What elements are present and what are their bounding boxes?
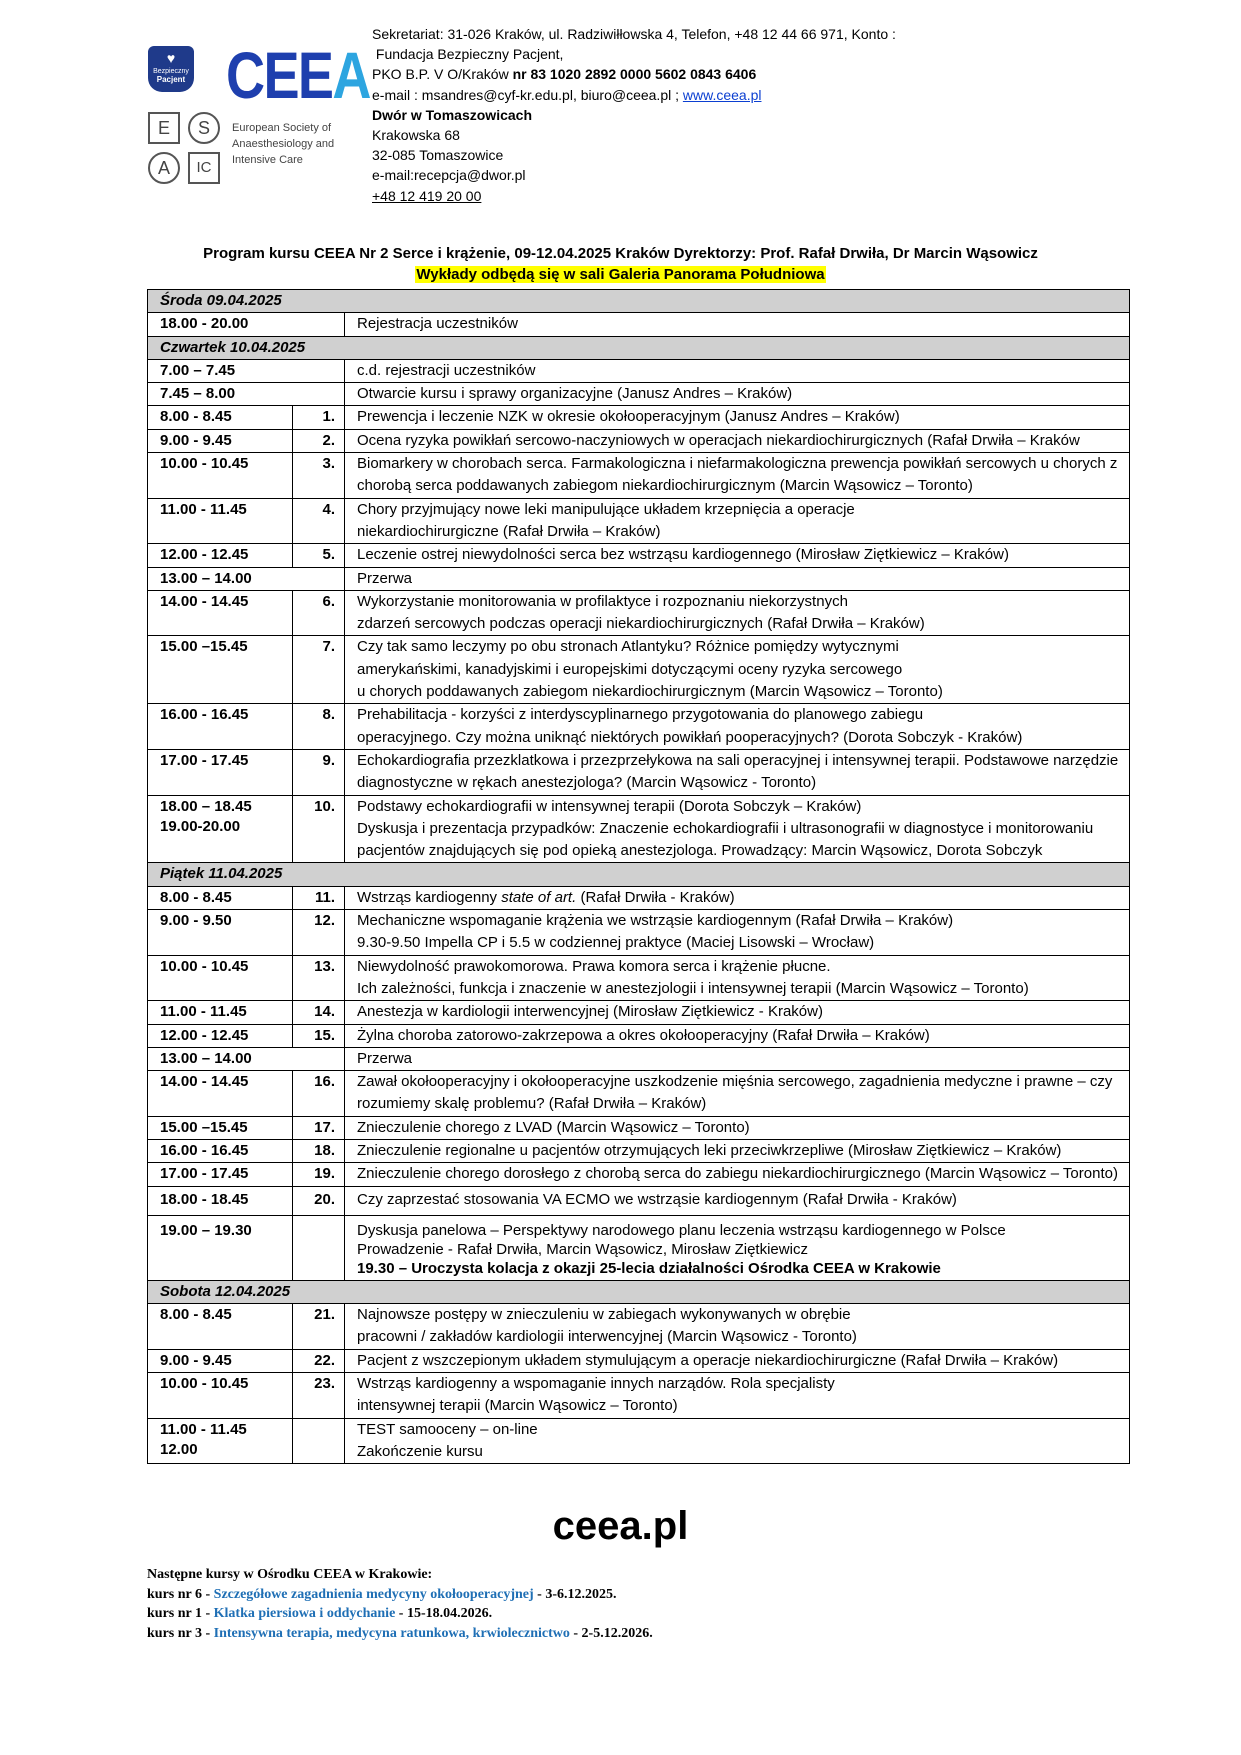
course-prefix: kurs nr 3 - bbox=[147, 1625, 214, 1641]
heart-icon: ♥ bbox=[166, 50, 176, 66]
program-title: Program kursu CEEA Nr 2 Serce i krążenie, 09-12.04.2025 Kraków Dyrektorzy: Prof. Rafał Drwiła, Dr Marcin Wąsowicz bbox=[203, 245, 1038, 262]
esaic-letter-s: S bbox=[188, 112, 220, 144]
bank-line bbox=[372, 64, 932, 84]
time-cell: 14.00 - 14.45 bbox=[148, 590, 293, 636]
lecture-number: 13. bbox=[293, 955, 345, 1001]
table-row bbox=[148, 313, 1130, 336]
table-row bbox=[148, 1047, 1130, 1070]
lecture-number: 10. bbox=[293, 795, 345, 863]
lecture-number: 3. bbox=[293, 453, 345, 499]
lecture-number: 16. bbox=[293, 1071, 345, 1117]
time-line: 18.00 – 18.45 bbox=[160, 797, 252, 815]
table-row bbox=[148, 955, 1130, 1001]
time-cell: 9.00 - 9.45 bbox=[148, 429, 293, 452]
schedule-table bbox=[147, 289, 1130, 1464]
venue-city: 32-085 Tomaszowice bbox=[372, 147, 504, 164]
upcoming-course-item bbox=[147, 1585, 653, 1605]
description-cell: Prewencja i leczenie NZK w okresie okołooperacyjnym (Janusz Andres – Kraków) bbox=[345, 406, 1130, 429]
description-text: (Rafał Drwiła - Kraków) bbox=[576, 888, 735, 906]
lecture-number: 20. bbox=[293, 1186, 345, 1215]
day-header-thursday bbox=[148, 336, 1130, 359]
table-row bbox=[148, 590, 1130, 636]
description-line: pracowni / zakładów kardiologii interwencyjnej (Marcin Wąsowicz - Toronto) bbox=[357, 1328, 857, 1346]
table-row bbox=[148, 429, 1130, 452]
description-line: zdarzeń sercowych podczas operacji niekardiochirurgicznych (Rafał Drwiła – Kraków) bbox=[357, 615, 925, 633]
lecture-number: 11. bbox=[293, 886, 345, 909]
venue-email: e-mail:recepcja@dwor.pl bbox=[372, 167, 526, 184]
table-row bbox=[148, 1163, 1130, 1186]
description-cell: Echokardiografia przezklatkowa i przezprzełykowa na sali operacyjnej i intensywnej terapii. Podstawowe narzędzie diagnostyczne w rękach anestezjologa? (Marcin Wąsowicz - Toronto) bbox=[345, 749, 1130, 795]
time-cell: 7.00 – 7.45 bbox=[148, 359, 345, 382]
description-cell: Zawał okołooperacyjny i okołooperacyjne uszkodzenie mięśnia sercowego, zagadnienia medyczne i prawne – czy rozumiemy skalę problemu? (Rafał Drwiła – Kraków) bbox=[345, 1071, 1130, 1117]
time-cell: 9.00 - 9.45 bbox=[148, 1349, 293, 1372]
time-line: 19.00-20.00 bbox=[160, 817, 241, 835]
description-line: Dyskusja panelowa – Perspektywy narodowego planu leczenia wstrząsu kardiogennego w Polsce bbox=[357, 1221, 1006, 1239]
lecture-number: 23. bbox=[293, 1373, 345, 1419]
description-line: Wstrząs kardiogenny a wspomaganie innych narządów. Rola specjalisty bbox=[357, 1375, 835, 1393]
lecture-number: 12. bbox=[293, 910, 345, 956]
table-row bbox=[148, 1215, 1130, 1280]
lecture-number: 9. bbox=[293, 749, 345, 795]
ceea-logo-main: CEE bbox=[226, 38, 333, 112]
time-cell: 18.00 - 20.00 bbox=[148, 313, 345, 336]
day-header-friday bbox=[148, 863, 1130, 886]
lecture-number: 5. bbox=[293, 544, 345, 567]
time-cell: 10.00 - 10.45 bbox=[148, 453, 293, 499]
time-cell: 16.00 - 16.45 bbox=[148, 1139, 293, 1162]
time-cell: 9.00 - 9.50 bbox=[148, 910, 293, 956]
description-line: Prehabilitacja - korzyści z interdyscyplinarnego przygotowania do planowego zabiegu bbox=[357, 706, 924, 724]
description-cell bbox=[345, 704, 1130, 750]
description-line: Ich zależności, funkcja i znaczenie w anestezjologii i intensywnej terapii (Marcin Wąsowicz – Toronto) bbox=[357, 979, 1029, 997]
description-cell: Rejestracja uczestników bbox=[345, 313, 1130, 336]
description-cell: Znieczulenie chorego dorosłego z chorobą serca do zabiegu niekardiochirurgicznego (Marcin Wąsowicz – Toronto) bbox=[345, 1163, 1130, 1186]
lecture-number: 8. bbox=[293, 704, 345, 750]
time-line: 11.00 - 11.45 bbox=[160, 1420, 247, 1438]
upcoming-course-item bbox=[147, 1624, 653, 1644]
ceea-logo-last: A bbox=[332, 38, 370, 112]
day-header-saturday bbox=[148, 1280, 1130, 1303]
time-cell: 17.00 - 17.45 bbox=[148, 749, 293, 795]
day-label: Środa 09.04.2025 bbox=[148, 290, 1130, 313]
description-cell bbox=[345, 1418, 1130, 1464]
pacjent-logo-line2: Pacjent bbox=[156, 75, 186, 84]
bank-account: nr 83 1020 2892 0000 5602 0843 6406 bbox=[512, 66, 757, 83]
time-cell: 13.00 – 14.00 bbox=[148, 1047, 345, 1070]
description-cell: Żylna choroba zatorowo-zakrzepowa a okres okołooperacyjny (Rafał Drwiła – Kraków) bbox=[345, 1024, 1130, 1047]
lecture-number: 17. bbox=[293, 1116, 345, 1139]
table-row bbox=[148, 704, 1130, 750]
day-label: Czwartek 10.04.2025 bbox=[148, 336, 1130, 359]
table-row bbox=[148, 359, 1130, 382]
time-cell: 8.00 - 8.45 bbox=[148, 1304, 293, 1350]
description-cell: c.d. rejestracji uczestników bbox=[345, 359, 1130, 382]
description-cell bbox=[345, 1373, 1130, 1419]
email-line bbox=[372, 85, 932, 105]
description-cell bbox=[345, 498, 1130, 544]
contact-block bbox=[372, 24, 932, 206]
course-prefix: kurs nr 6 - bbox=[147, 1586, 214, 1602]
description-cell bbox=[345, 910, 1130, 956]
esaic-name-line3: Intensive Care bbox=[232, 154, 303, 166]
table-row bbox=[148, 1001, 1130, 1024]
table-row bbox=[148, 406, 1130, 429]
description-line: operacyjnego. Czy można uniknąć niektórych powikłań pooperacyjnych? (Dorota Sobczyk - Kraków) bbox=[357, 728, 1023, 746]
table-row bbox=[148, 1373, 1130, 1419]
upcoming-course-item bbox=[147, 1604, 653, 1624]
description-cell: Znieczulenie chorego z LVAD (Marcin Wąsowicz – Toronto) bbox=[345, 1116, 1130, 1139]
lecture-venue-highlight: Wykłady odbędą się w sali Galeria Panorama Południowa bbox=[416, 266, 825, 283]
venue-name: Dwór w Tomaszowicach bbox=[372, 106, 532, 123]
description-cell: Znieczulenie regionalne u pacjentów otrzymujących leki przeciwkrzepliwe (Mirosław Ziętkiewicz – Kraków) bbox=[345, 1139, 1130, 1162]
time-cell bbox=[148, 1418, 293, 1464]
description-line: Chory przyjmujący nowe leki manipulujące układem krzepnięcia a operacje bbox=[357, 500, 855, 518]
table-row bbox=[148, 498, 1130, 544]
time-cell: 11.00 - 11.45 bbox=[148, 498, 293, 544]
lecture-number: 22. bbox=[293, 1349, 345, 1372]
lecture-number: 6. bbox=[293, 590, 345, 636]
esaic-letter-e: E bbox=[148, 112, 180, 144]
esaic-logo bbox=[148, 112, 220, 184]
lecture-number: 18. bbox=[293, 1139, 345, 1162]
time-cell: 8.00 - 8.45 bbox=[148, 886, 293, 909]
time-cell: 19.00 – 19.30 bbox=[148, 1215, 293, 1280]
course-date: - 3-6.12.2025. bbox=[533, 1586, 617, 1602]
secretariat-line: Sekretariat: 31-026 Kraków, ul. Radziwiłłowska 4, Telefon, +48 12 44 66 971, Konto : bbox=[372, 26, 896, 42]
description-cell: Leczenie ostrej niewydolności serca bez wstrząsu kardiogennego (Mirosław Ziętkiewicz – Kraków) bbox=[345, 544, 1130, 567]
description-line: Czy tak samo leczymy po obu stronach Atlantyku? Różnice pomiędzy wytycznymi bbox=[357, 638, 899, 656]
table-row bbox=[148, 383, 1130, 406]
description-cell bbox=[345, 955, 1130, 1001]
table-row bbox=[148, 886, 1130, 909]
description-line: Zakończenie kursu bbox=[357, 1442, 483, 1460]
description-cell: Przerwa bbox=[345, 567, 1130, 590]
description-line: Prowadzenie - Rafał Drwiła, Marcin Wąsowicz, Mirosław Ziętkiewicz bbox=[357, 1240, 808, 1258]
esaic-letter-a: A bbox=[148, 152, 180, 184]
time-cell: 8.00 - 8.45 bbox=[148, 406, 293, 429]
time-cell: 12.00 - 12.45 bbox=[148, 1024, 293, 1047]
time-cell: 15.00 –15.45 bbox=[148, 1116, 293, 1139]
time-cell: 11.00 - 11.45 bbox=[148, 1001, 293, 1024]
venue-phone: +48 12 419 20 00 bbox=[372, 187, 482, 204]
description-line: amerykańskimi, kanadyjskimi i europejskimi dotyczącymi oceny ryzyka sercowego bbox=[357, 660, 903, 678]
description-cell bbox=[345, 1304, 1130, 1350]
description-cell: Przerwa bbox=[345, 1047, 1130, 1070]
table-row bbox=[148, 453, 1130, 499]
description-line: Mechaniczne wspomaganie krążenia we wstrząsie kardiogennym (Rafał Drwiła – Kraków) bbox=[357, 912, 954, 930]
time-line: 12.00 bbox=[160, 1440, 198, 1458]
ceea-logo bbox=[226, 40, 370, 110]
time-cell: 12.00 - 12.45 bbox=[148, 544, 293, 567]
description-cell: Ocena ryzyka powikłań sercowo-naczyniowych w operacjach niekardiochirurgicznych (Rafał Drwiła – Kraków bbox=[345, 429, 1130, 452]
table-row bbox=[148, 1071, 1130, 1117]
logo-area bbox=[148, 40, 368, 190]
time-cell: 7.45 – 8.00 bbox=[148, 383, 345, 406]
bezpieczny-pacjent-logo bbox=[148, 46, 194, 92]
lecture-number-empty bbox=[293, 1418, 345, 1464]
day-label: Piątek 11.04.2025 bbox=[148, 863, 1130, 886]
description-cell: Czy zaprzestać stosowania VA ECMO we wstrząsie kardiogennym (Rafał Drwiła - Kraków) bbox=[345, 1186, 1130, 1215]
table-row bbox=[148, 1304, 1130, 1350]
description-line: u chorych poddawanych zabiegom niekardiochirurgicznym (Marcin Wąsowicz – Toronto) bbox=[357, 683, 943, 701]
table-row bbox=[148, 544, 1130, 567]
description-line: Dyskusja i prezentacja przypadków: Znaczenie echokardiografii i ultrasonografii w diagnostyce i monitorowaniu pacjentów znajdujących się pod opieką anestezjologa. Prowadzący: Marcin Wąsowicz, Dorota Sobczyk bbox=[357, 819, 1094, 860]
course-date: - 2-5.12.2026. bbox=[569, 1625, 653, 1641]
description-cell bbox=[345, 1215, 1130, 1280]
venue-street: Krakowska 68 bbox=[372, 127, 460, 144]
lecture-number-empty bbox=[293, 1215, 345, 1280]
esaic-name bbox=[232, 120, 372, 168]
time-cell: 13.00 – 14.00 bbox=[148, 567, 345, 590]
lecture-number: 14. bbox=[293, 1001, 345, 1024]
time-cell: 14.00 - 14.45 bbox=[148, 1071, 293, 1117]
description-cell: Biomarkery w chorobach serca. Farmakologiczna i niefarmakologiczna prewencja powikłań sercowych u chorych z chorobą serca poddawanych zabiegom niekardiochirurgicznym (Marcin Wąsowicz – Toronto) bbox=[345, 453, 1130, 499]
description-cell: Anestezja w kardiologii interwencyjnej (Mirosław Ziętkiewicz - Kraków) bbox=[345, 1001, 1130, 1024]
esaic-name-line1: European Society of bbox=[232, 122, 332, 134]
course-date: - 15-18.04.2026. bbox=[395, 1606, 493, 1621]
lecture-number: 4. bbox=[293, 498, 345, 544]
description-cell bbox=[345, 795, 1130, 863]
description-line: Niewydolność prawokomorowa. Prawa komora serca i krążenie płucne. bbox=[357, 957, 831, 975]
day-header-wednesday bbox=[148, 290, 1130, 313]
lecture-number: 2. bbox=[293, 429, 345, 452]
description-italic: state of art. bbox=[501, 888, 577, 906]
table-row bbox=[148, 1186, 1130, 1215]
time-cell: 15.00 –15.45 bbox=[148, 636, 293, 704]
table-row bbox=[148, 1116, 1130, 1139]
time-cell: 17.00 - 17.45 bbox=[148, 1163, 293, 1186]
description-cell: Otwarcie kursu i sprawy organizacyjne (Janusz Andres – Kraków) bbox=[345, 383, 1130, 406]
table-row bbox=[148, 749, 1130, 795]
upcoming-courses bbox=[147, 1565, 653, 1643]
day-label: Sobota 12.04.2025 bbox=[148, 1280, 1130, 1303]
lecture-number: 15. bbox=[293, 1024, 345, 1047]
footer-website: ceea.pl bbox=[552, 1504, 689, 1548]
gala-dinner-line: 19.30 – Uroczysta kolacja z okazji 25-lecia działalności Ośrodka CEEA w Krakowie bbox=[357, 1259, 941, 1277]
description-cell: Pacjent z wszczepionym układem stymulującym a operacje niekardiochirurgiczne (Rafał Drwiła – Kraków) bbox=[345, 1349, 1130, 1372]
description-line: Najnowsze postępy w znieczuleniu w zabiegach wykonywanych w obrębie bbox=[357, 1306, 851, 1324]
description-text: Wstrząs kardiogenny bbox=[357, 888, 502, 906]
time-cell bbox=[148, 795, 293, 863]
description-line: 9.30-9.50 Impella CP i 5.5 w codziennej praktyce (Maciej Lisowski – Wrocław) bbox=[357, 934, 875, 952]
lecture-number: 1. bbox=[293, 406, 345, 429]
course-name: Klatka piersiowa i oddychanie bbox=[213, 1606, 396, 1621]
description-cell bbox=[345, 886, 1130, 909]
description-line: Wykorzystanie monitorowania w profilaktyce i rozpoznaniu niekorzystnych bbox=[357, 592, 848, 610]
lecture-venue bbox=[0, 266, 1241, 284]
table-row bbox=[148, 1418, 1130, 1464]
description-line: Podstawy echokardiografii w intensywnej terapii (Dorota Sobczyk – Kraków) bbox=[357, 797, 862, 815]
description-cell bbox=[345, 636, 1130, 704]
lecture-number: 7. bbox=[293, 636, 345, 704]
time-cell: 10.00 - 10.45 bbox=[148, 1373, 293, 1419]
pacjent-logo-line1: Bezpieczny bbox=[153, 68, 189, 75]
email-addresses: e-mail : msandres@cyf-kr.edu.pl, biuro@ceea.pl ; bbox=[372, 86, 683, 103]
time-cell: 10.00 - 10.45 bbox=[148, 955, 293, 1001]
table-row bbox=[148, 910, 1130, 956]
foundation-line: Fundacja Bezpieczny Pacjent, bbox=[372, 46, 564, 63]
table-row bbox=[148, 795, 1130, 863]
table-row bbox=[148, 1349, 1130, 1372]
lecture-number: 19. bbox=[293, 1163, 345, 1186]
description-cell bbox=[345, 590, 1130, 636]
course-name: Szczegółowe zagadnienia medycyny okołooperacyjnej bbox=[213, 1586, 534, 1602]
table-row bbox=[148, 1139, 1130, 1162]
bank-name: PKO B.P. V O/Kraków bbox=[372, 66, 513, 83]
table-row bbox=[148, 567, 1130, 590]
time-cell: 16.00 - 16.45 bbox=[148, 704, 293, 750]
description-line: niekardiochirurgiczne (Rafał Drwiła – Kraków) bbox=[357, 522, 661, 540]
upcoming-courses-title: Następne kursy w Ośrodku CEEA w Krakowie: bbox=[147, 1567, 433, 1582]
esaic-letter-ic: IC bbox=[188, 152, 220, 184]
description-line: intensywnej terapii (Marcin Wąsowicz – Toronto) bbox=[357, 1397, 678, 1415]
lecture-number: 21. bbox=[293, 1304, 345, 1350]
course-name: Intensywna terapia, medycyna ratunkowa, krwiolecznictwo bbox=[213, 1625, 570, 1641]
esaic-name-line2: Anaesthesiology and bbox=[232, 138, 335, 150]
time-cell: 18.00 - 18.45 bbox=[148, 1186, 293, 1215]
description-line: TEST samooceny – on-line bbox=[357, 1420, 538, 1438]
website-link[interactable]: www.ceea.pl bbox=[682, 86, 762, 103]
table-row bbox=[148, 636, 1130, 704]
course-prefix: kurs nr 1 - bbox=[147, 1606, 214, 1621]
table-row bbox=[148, 1024, 1130, 1047]
